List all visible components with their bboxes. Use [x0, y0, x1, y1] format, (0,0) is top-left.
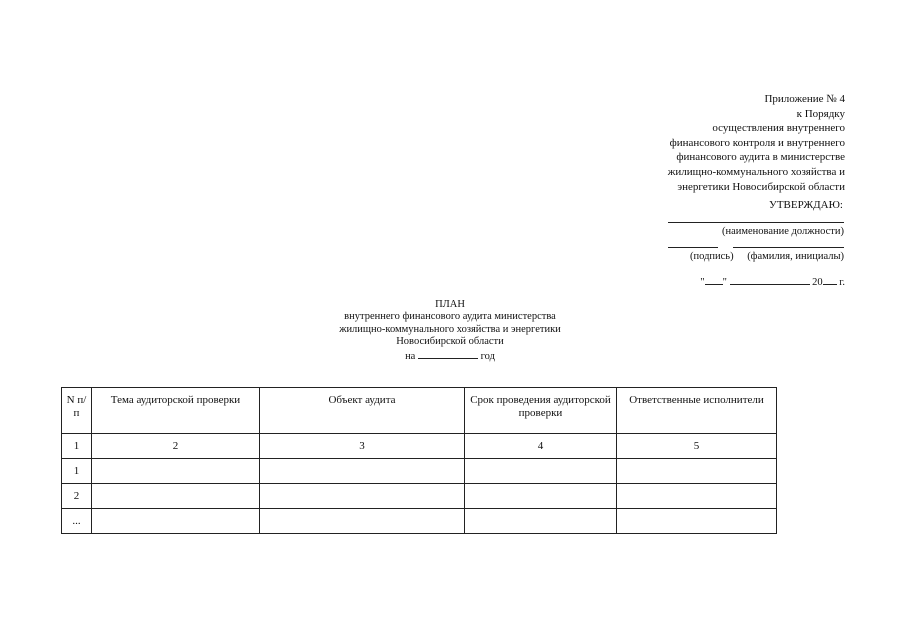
column-number: 5 [617, 434, 777, 459]
annex-line: к Порядку [796, 107, 845, 120]
plan-year-suffix: год [480, 350, 495, 362]
plan-subtitle-line: Новосибирской области [396, 336, 504, 348]
year-prefix: 20 [812, 277, 823, 288]
month-blank [730, 275, 810, 285]
row-number: 2 [62, 484, 92, 509]
responsible-cell[interactable] [617, 484, 777, 509]
table-row [62, 484, 777, 509]
year-suffix: г. [839, 277, 845, 288]
annex-line: осуществления внутреннего [712, 122, 845, 135]
signature-line [668, 247, 718, 248]
header-number: N п/п [62, 388, 92, 434]
column-number-row [62, 434, 777, 459]
table-row [62, 509, 777, 534]
table-header-row [62, 388, 777, 434]
row-number: 1 [62, 459, 92, 484]
column-number: 2 [92, 434, 260, 459]
signature-caption: (подпись) [690, 251, 734, 262]
name-line [733, 247, 844, 248]
plan-year-blank [418, 349, 478, 359]
annex-line: Приложение № 4 [764, 93, 845, 105]
name-caption: (фамилия, инициалы) [747, 251, 844, 262]
responsible-cell[interactable] [617, 459, 777, 484]
approval-title: УТВЕРЖДАЮ: [769, 199, 843, 211]
position-line [668, 222, 844, 223]
day-blank [705, 275, 723, 285]
term-cell[interactable] [465, 484, 617, 509]
object-cell[interactable] [260, 459, 465, 484]
header-object: Объект аудита [260, 388, 465, 434]
object-cell[interactable] [260, 509, 465, 534]
annex-line: энергетики Новосибирской области [677, 180, 845, 193]
topic-cell[interactable] [92, 509, 260, 534]
plan-year [240, 349, 660, 363]
date-close-quote: " [722, 277, 727, 288]
topic-cell[interactable] [92, 484, 260, 509]
annex-line: финансового контроля и внутреннего [669, 136, 845, 149]
plan-title: ПЛАН [435, 299, 465, 310]
plan-subtitle-line: жилищно-коммунального хозяйства и энергетики [339, 323, 561, 335]
audit-plan-table [61, 387, 777, 534]
header-responsible: Ответственные исполнители [617, 388, 777, 434]
plan-subtitle-line: внутреннего финансового аудита министерства [344, 311, 556, 323]
header-term: Срок проведения аудиторской проверки [465, 388, 617, 434]
responsible-cell[interactable] [617, 509, 777, 534]
term-cell[interactable] [465, 509, 617, 534]
table-row [62, 459, 777, 484]
object-cell[interactable] [260, 484, 465, 509]
date-open-quote: " [700, 277, 705, 288]
approval-date [700, 275, 845, 288]
plan-heading [240, 299, 660, 363]
year-blank [823, 275, 837, 285]
annex-header [605, 92, 845, 194]
term-cell[interactable] [465, 459, 617, 484]
row-number: ... [62, 509, 92, 534]
column-number: 4 [465, 434, 617, 459]
annex-line: финансового аудита в министерстве [676, 151, 845, 164]
position-caption: (наименование должности) [721, 226, 844, 237]
header-topic: Тема аудиторской проверки [92, 388, 260, 434]
column-number: 1 [62, 434, 92, 459]
annex-line: жилищно-коммунального хозяйства и [667, 165, 845, 178]
plan-year-prefix: на [405, 350, 416, 362]
column-number: 3 [260, 434, 465, 459]
topic-cell[interactable] [92, 459, 260, 484]
